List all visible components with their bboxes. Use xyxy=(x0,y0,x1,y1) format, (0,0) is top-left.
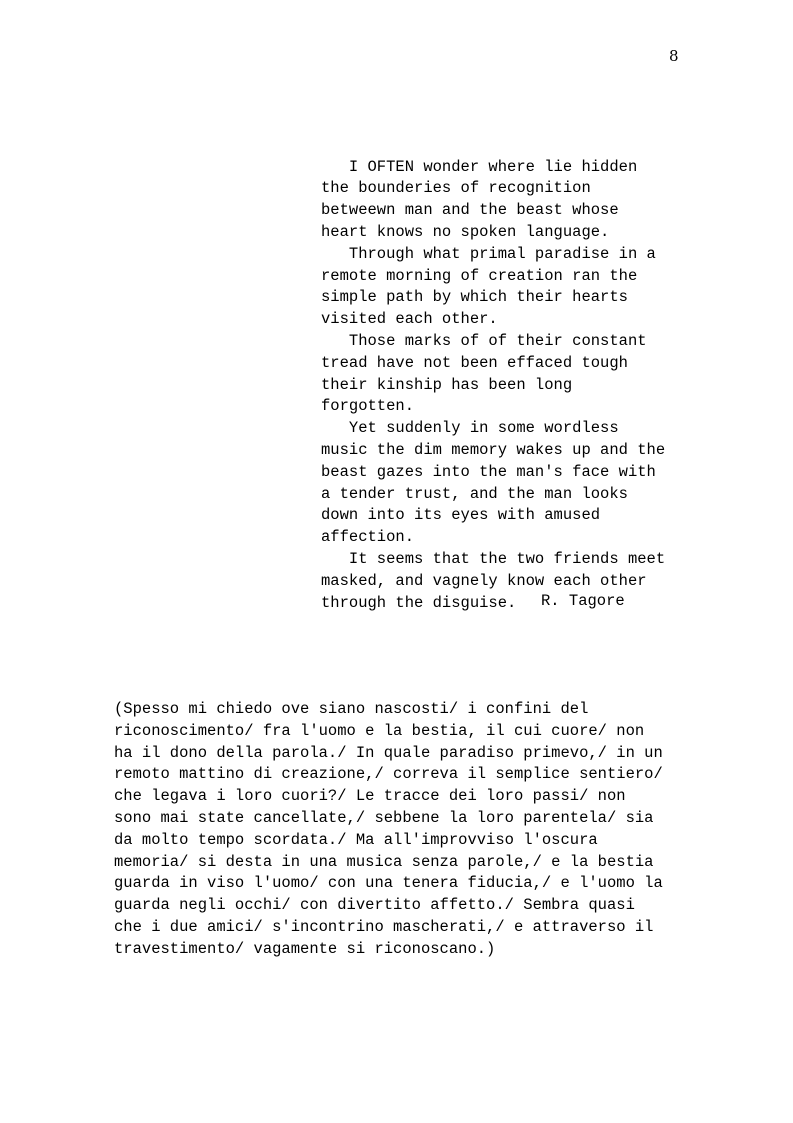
poem-stanza: Those marks of of their constant tread have not been effaced tough their kinship has been long forgotten. xyxy=(321,331,647,416)
poem-stanza: I OFTEN wonder where lie hidden the bounderies of recognition betweewn man and the beast whose heart knows no spoken language. xyxy=(321,157,638,241)
poem-stanza: Through what primal paradise in a remote morning of creation ran the simple path by which their hearts visited each other. xyxy=(321,244,656,329)
poem-stanza: It seems that the two friends meet masked, and vagnely know each other through the disguise. xyxy=(321,549,666,612)
page-number: 8 xyxy=(669,47,679,65)
poem-attribution: R. Tagore xyxy=(541,592,625,610)
poem-stanza: Yet suddenly in some wordless music the dim memory wakes up and the beast gazes into the man's face with a tender trust, and the man looks down into its eyes with amused affection. xyxy=(321,419,666,547)
poem xyxy=(321,113,761,636)
italian-translation: (Spesso mi chiedo ove siano nascosti/ i confini del riconoscimento/ fra l'uomo e la bestia, il cui cuore/ non ha il dono della parola./ In quale paradiso primevo,/ in un remoto mattino di creazione,/ correva il semplice sentiero/ che legava i loro cuori?/ Le tracce dei loro passi/ non sono mai state cancellate,/ sebbene la loro parentela/ sia da molto tempo scordata./ Ma all'improvviso l'oscura memoria/ si desta in una musica senza parole,/ e la bestia guarda in viso l'uomo/ con una tenera fiducia,/ e l'uomo la guarda negli occhi/ con divertito affetto./ Sembra quasi che i due amici/ s'incontrino mascherati,/ e attraverso il travestimento/ vagamente si riconoscano.) xyxy=(114,700,663,958)
